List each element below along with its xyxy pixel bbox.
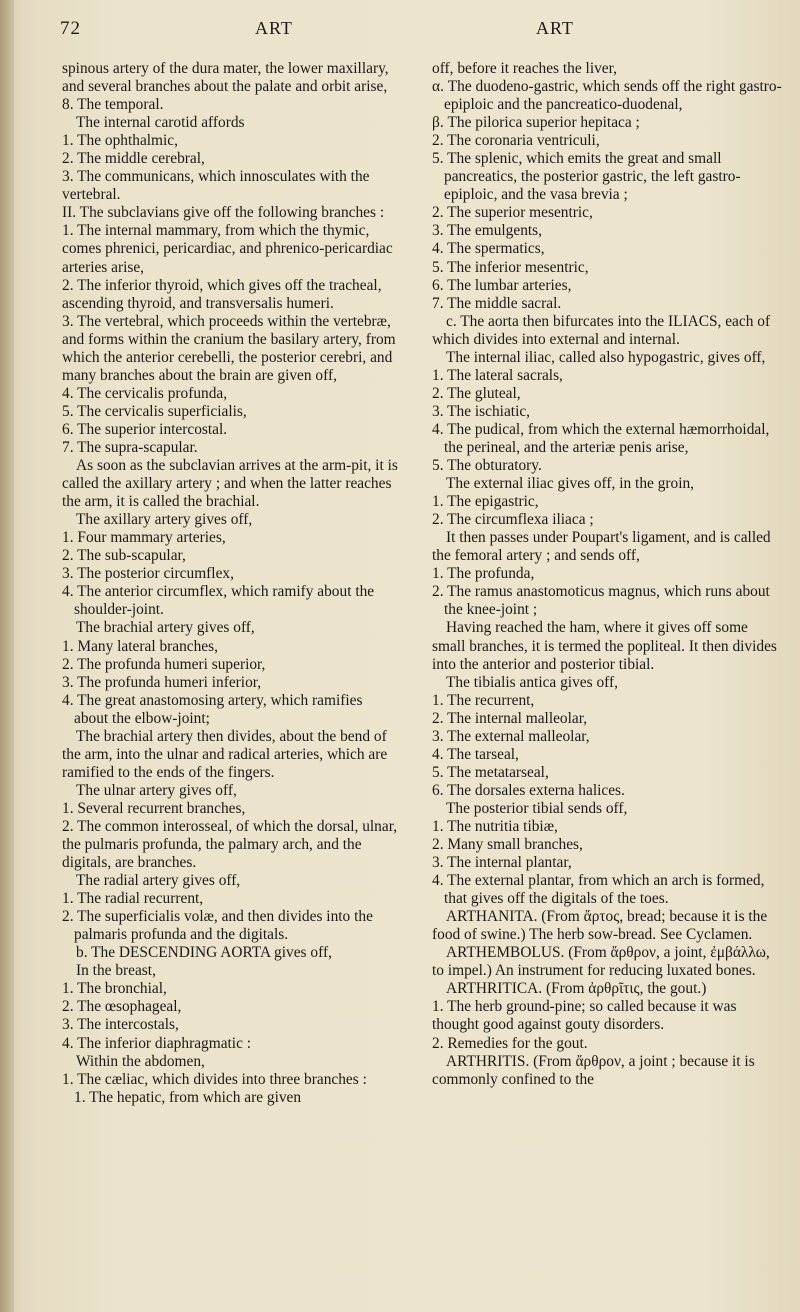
text-line: 6. The superior intercostal. [62, 420, 228, 438]
text-line: 3. The external malleolar, [432, 727, 590, 745]
text-line: 2. The profunda humeri superior, [62, 655, 266, 673]
text-line: 2. The gluteal, [432, 384, 521, 402]
text-line: ARTHANITA. (From ἄρτος, bread; because it is the food of swine.) The herb sow-bread. See Cyclamen. [432, 908, 768, 944]
text-line: 3. The profunda humeri inferior, [62, 673, 262, 691]
text-line: The radial artery gives off, [76, 872, 241, 890]
text-line: Within the abdomen, [76, 1052, 205, 1070]
text-line: The axillary artery gives off, [76, 511, 253, 529]
text-line: The internal carotid affords [76, 114, 245, 132]
text-line: 3. The intercostals, [62, 1016, 179, 1034]
text-line: 1. The cæliac, which divides into three branches : [62, 1070, 367, 1088]
text-line: 5. The cervicalis superficialis, [62, 402, 247, 420]
text-line: The external iliac gives off, in the groin, [446, 475, 695, 493]
text-line: The ulnar artery gives off, [76, 781, 237, 799]
left-running-head: ART [255, 18, 293, 38]
text-line: 7. The middle sacral. [432, 294, 562, 312]
text-line: ARTHRITICA. (From ἀρθρῖτις, the gout.) [446, 980, 707, 998]
text-line: 2. The middle cerebral, [62, 150, 205, 168]
text-line: 4. The cervicalis profunda, [62, 384, 228, 402]
text-line: 4. The spermatics, [432, 240, 545, 258]
text-line: 5. The obturatory. [432, 457, 542, 475]
text-line: 5. The metatarseal, [432, 763, 549, 781]
text-line: spinous artery of the dura mater, the lower maxillary, and several branches about the palate and orbit arise, [62, 60, 389, 96]
text-line: 5. The inferior mesentric, [432, 258, 589, 276]
text-line: 2. The sub-scapular, [62, 547, 186, 565]
text-line: 3. The vertebral, which proceeds within the vertebræ, and forms within the cranium the basilary artery, from which the anterior cerebelli, the posterior cerebri, and many branches about the brain are given off, [62, 312, 396, 384]
text-line: 1. Many lateral branches, [62, 637, 218, 655]
text-line: The tibialis antica gives off, [446, 673, 618, 691]
text-line: 4. The anterior circumflex, which ramify about the shoulder-joint. [62, 583, 375, 619]
text-line: 4. The external plantar, from which an arch is formed, that gives off the digitals of the toes. [432, 872, 765, 908]
text-line: 2. The superficialis volæ, and then divides into the palmaris profunda and the digitals. [62, 908, 373, 944]
text-line: 2. The œsophageal, [62, 998, 182, 1016]
text-line: In the breast, [76, 962, 156, 980]
text-line: 3. The communicans, which innosculates with the vertebral. [62, 168, 370, 204]
text-line: 2. The inferior thyroid, which gives off the tracheal, ascending thyroid, and transversalis humeri. [62, 276, 382, 312]
text-line: c. The aorta then bifurcates into the ILIACS, each of which divides into external and internal. [432, 312, 771, 348]
text-line: 1. The epigastric, [432, 493, 539, 511]
text-line: 1. The profunda, [432, 565, 535, 583]
text-line: 6. The lumbar arteries, [432, 276, 572, 294]
text-line: 1. The bronchial, [62, 980, 167, 998]
text-line: 2. Many small branches, [432, 836, 583, 854]
text-line: 3. The emulgents, [432, 222, 542, 240]
text-line: 7. The supra-scapular. [62, 438, 198, 456]
text-line: 1. The recurrent, [432, 691, 535, 709]
text-line: 1. The lateral sacrals, [432, 366, 563, 384]
page-binding-edge [0, 0, 14, 1312]
text-line: 1. The herb ground-pine; so called because it was thought good against gouty disorders. [432, 998, 737, 1034]
text-line: 4. The great anastomosing artery, which ramifies about the elbow-joint; [62, 691, 363, 727]
running-header [0, 18, 800, 44]
text-line: 2. The coronaria ventriculi, [432, 132, 600, 150]
text-line: 4. The pudical, from which the external hæmorrhoidal, the perineal, and the arteriæ penis arise, [432, 420, 770, 456]
text-line: The brachial artery then divides, about the bend of the arm, into the ulnar and radical arteries, which are ramified to the ends of the fingers. [62, 727, 388, 781]
text-line: off, before it reaches the liver, [432, 60, 617, 77]
text-line: 5. The splenic, which emits the great and small pancreatics, the posterior gastric, the left gastro-epiploic, and the vasa brevia ; [432, 150, 741, 204]
left-text-column [62, 60, 398, 1107]
page-number: 72 [60, 18, 81, 39]
text-line: 3. The internal plantar, [432, 854, 572, 872]
text-line: 1. The radial recurrent, [62, 890, 204, 908]
text-line: ARTHRITIS. (From ἄρθρον, a joint ; because it is commonly confined to the [432, 1052, 755, 1088]
text-line: Having reached the ham, where it gives off some small branches, it is termed the popliteal. It then divides into the anterior and posterior tibial. [432, 619, 777, 673]
text-line: II. The subclavians give off the following branches : [62, 204, 385, 222]
text-line: 2. Remedies for the gout. [432, 1034, 588, 1052]
text-line: 4. The inferior diaphragmatic : [62, 1034, 252, 1052]
text-line: b. The DESCENDING AORTA gives off, [76, 944, 332, 962]
text-line: 1. The hepatic, from which are given [74, 1088, 302, 1106]
text-line: As soon as the subclavian arrives at the arm-pit, it is called the axillary artery ; and when the latter reaches the arm, it is called the brachial. [62, 457, 398, 511]
text-line: 6. The dorsales externa halices. [432, 781, 625, 799]
text-line: 1. Four mammary arteries, [62, 529, 226, 547]
text-line: 2. The superior mesentric, [432, 204, 593, 222]
text-line: 8. The temporal. [62, 96, 164, 114]
text-line: 2. The internal malleolar, [432, 709, 588, 727]
text-line: The posterior tibial sends off, [446, 799, 628, 817]
text-line: α. The duodeno-gastric, which sends off the right gastro-epiploic and the pancreatico-duodenal, [432, 78, 782, 114]
text-line: The internal iliac, called also hypogastric, gives off, [446, 348, 766, 366]
text-line: 2. The ramus anastomoticus magnus, which runs about the knee-joint ; [432, 583, 770, 619]
text-line: 3. The posterior circumflex, [62, 565, 234, 583]
text-line: The brachial artery gives off, [76, 619, 255, 637]
text-line: 2. The circumflexa iliaca ; [432, 511, 594, 529]
text-line: 1. The internal mammary, from which the thymic, comes phrenici, pericardiac, and phrenico-pericardiac arteries arise, [62, 222, 393, 276]
text-line: 4. The tarseal, [432, 745, 519, 763]
text-line: 1. The ophthalmic, [62, 132, 178, 150]
text-line: 1. The nutritia tibiæ, [432, 817, 558, 835]
right-text-column [432, 60, 782, 1089]
text-line: 1. Several recurrent branches, [62, 799, 246, 817]
text-line: ARTHEMBOLUS. (From ἄρθρον, a joint, ἐμβάλλω, to impel.) An instrument for reducing luxated bones. [432, 944, 770, 980]
right-running-head: ART [536, 18, 574, 38]
text-line: 2. The common interosseal, of which the dorsal, ulnar, the pulmaris profunda, the palmary arch, and the digitals, are branches. [62, 817, 398, 872]
text-line: 3. The ischiatic, [432, 402, 531, 420]
text-line: It then passes under Poupart's ligament, and is called the femoral artery ; and sends off, [432, 529, 771, 565]
text-line: β. The pilorica superior hepitaca ; [432, 114, 640, 132]
